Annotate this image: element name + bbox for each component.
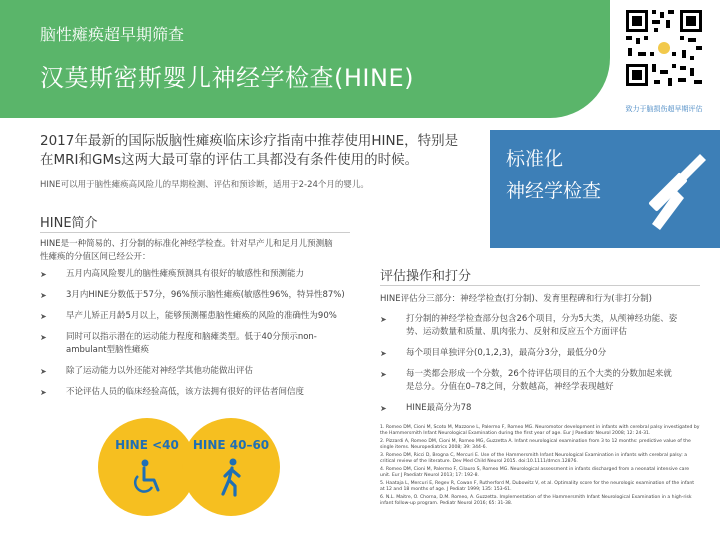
section-title-scoring: 评估操作和打分 xyxy=(380,269,472,284)
reference-item: 3. Romeo DM, Ricci D, Brogna C, Mercuri E. Use of the Hammersmith Infant Neurological Examination in infants with cerebral palsy: a critical review of the literature. Dev Med Child Neurol 2015. doi:10.1111/dmcn.12876. xyxy=(380,453,688,464)
banner-line-1: 标准化 xyxy=(506,148,564,170)
banner-line-2: 神经学检查 xyxy=(506,180,602,202)
scoring-list xyxy=(380,313,680,415)
section-divider xyxy=(380,285,700,286)
qr-block xyxy=(614,8,714,118)
feature-banner xyxy=(490,130,720,248)
list-item: ➤ 五月内高风险婴儿的脑性瘫痪预测具有很好的敏感性和预测能力 xyxy=(40,269,305,279)
list-item: ➤ HINE最高分为78 xyxy=(380,403,472,413)
list-item: ➤ 不论评估人员的临床经验高低，该方法拥有很好的评估者间信度 xyxy=(40,387,305,397)
section-title-hine-intro: HINE简介 xyxy=(40,216,98,231)
badge-hine-40-60 xyxy=(182,418,280,516)
reflex-hammer-icon xyxy=(640,140,720,240)
list-item: ➤ 打分制的神经学检查部分包含26个项目，分为5大类，从颅神经功能、姿势、运动数量和质量、肌肉张力、反射和反应五个方面评估 xyxy=(380,314,678,337)
intro-note: HINE可以用于脑性瘫痪高风险儿的早期检测、评估和预诊断，适用于2-24个月的婴儿。 xyxy=(40,180,369,190)
header-banner xyxy=(0,0,610,118)
qr-caption: 致力于脑损伤超早期评估 xyxy=(625,105,703,113)
intro-lead: 2017年最新的国际版脑性瘫痪临床诊疗指南中推荐使用HINE，特别是在MRI和GMs这两大最可靠的评估工具都没有条件使用的时候。 xyxy=(40,133,459,168)
badge-label: HINE <40 xyxy=(115,438,179,452)
list-item: ➤ 3月内HINE分数低于57分，96%预示脑性瘫痪(敏感性96%，特异性87%) xyxy=(40,290,345,300)
scoring-desc: HINE评估分三部分：神经学检查(打分制)、发育里程碑和行为(非打分制) xyxy=(380,294,652,304)
reference-item: 6. N.L. Maitre, O. Chorna, D.M. Romeo, A. Guzzetta. Implementation of the Hammersmith Infant Neurological Examination in a high-risk infant follow-up program. Pediatr Neurol 2016; 65: 31-38. xyxy=(380,495,692,506)
list-item: ➤ 早产儿矫正月龄5月以上，能够预测罹患脑性瘫痪的风险的准确性为90% xyxy=(40,311,337,321)
qr-code-icon[interactable] xyxy=(624,8,704,88)
section-divider xyxy=(40,232,350,233)
reference-item: 5. Haataja L, Mercuri E, Regev R, Cowan F, Rutherford M, Dubowitz V, et al. Optimality score for the neurologic examination of the infant at 12 and 18 months of age. J Pediatr 1999; 135: 153-61. xyxy=(380,481,695,492)
list-item: ➤ 每一类都会形成一个分数，26个待评估项目的五个大类的分数加起来就是总分。分值在0–78之间，分数越高，神经学表现越好 xyxy=(380,369,672,392)
hine-intro-desc: HINE是一种简易的、打分制的标准化神经学检查。针对早产儿和足月儿预测脑性瘫痪的分值区间已经公开： xyxy=(40,239,333,262)
reference-item: 1. Romeo DM, Cioni M, Scoto M, Mazzone L, Palermo F, Romeo MG. Neuromotor development in infants with cerebral palsy investigated by the Hammersmith Infant Neurological Examination during the first year of age. Eur J Paediatr Neurol 2008; 12: 24-31. xyxy=(380,425,700,436)
reference-item: 2. Pizzardi A, Romeo DM, Cioni M, Romeo MG, Guzzetta A. Infant neurological examination from 3 to 12 months: predictive value of the single items. Neuropediatrics 2008; 39: 344-6. xyxy=(380,439,691,450)
hine-intro-list xyxy=(40,268,345,399)
wheelchair-icon xyxy=(127,458,167,498)
badge-label: HINE 40–60 xyxy=(192,438,270,452)
references-list xyxy=(380,425,700,509)
page-title: 汉莫斯密斯婴儿神经学检查(HINE) xyxy=(40,64,414,92)
list-item: ➤ 除了运动能力以外还能对神经学其他功能做出评估 xyxy=(40,366,254,376)
reference-item: 4. Romeo DM, Cioni M, Palermo F, Cilauro S, Romeo MG. Neurological assessment in infants discharged from a neonatal intensive care unit. Eur J Paediatr Neurol 2013; 17: 192-8. xyxy=(380,467,690,478)
walking-person-icon xyxy=(211,458,251,498)
list-item: ➤ 每个项目单独评分(0,1,2,3)，最高分3分，最低分0分 xyxy=(380,348,607,358)
list-item: ➤ 同时可以指示潜在的运动能力程度和脑瘫类型。低于40分预示non-ambulant型脑性瘫痪 xyxy=(40,332,317,355)
page-subtitle: 脑性瘫痪超早期筛查 xyxy=(40,25,185,44)
